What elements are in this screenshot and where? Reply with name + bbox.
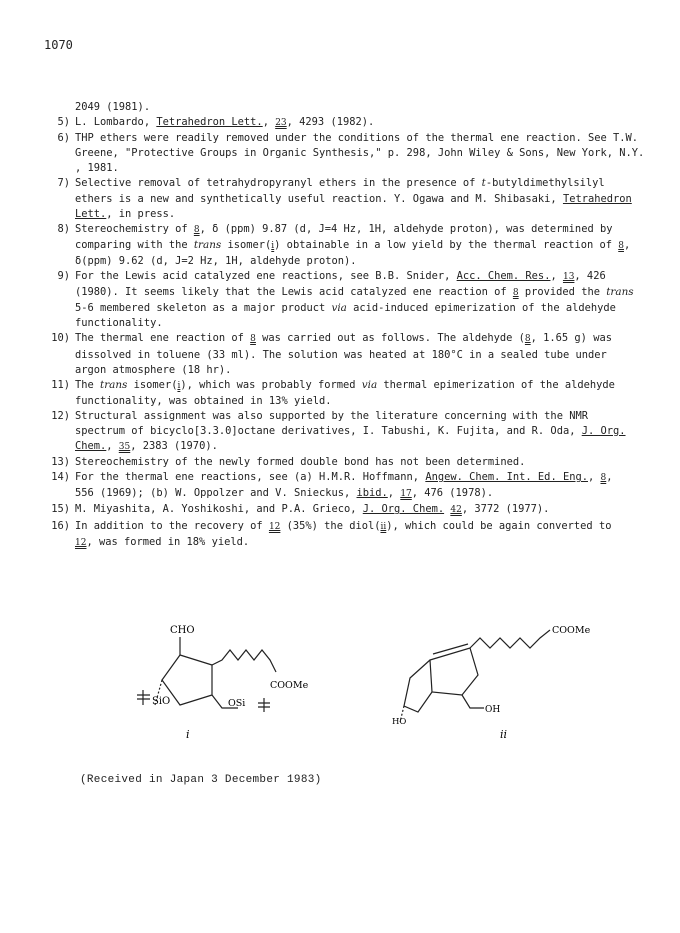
reference-text: Tetrahedron xyxy=(562,192,632,205)
reference-text: , in press. xyxy=(106,207,176,220)
reference-line xyxy=(75,535,646,551)
reference-line xyxy=(75,146,646,161)
reference-number: 10) xyxy=(51,332,70,345)
reference-text: , 426 xyxy=(574,270,606,283)
reference-text: , xyxy=(106,440,119,453)
reference-text: trans xyxy=(100,378,128,391)
reference-line xyxy=(75,100,646,115)
reference-line xyxy=(75,348,646,363)
reference-text: 5-6 membered skeleton as a major product xyxy=(75,302,332,315)
reference-line xyxy=(75,455,646,470)
reference-text: δ(ppm) 9.62 (d, J=2 Hz, 1H, aldehyde proton). xyxy=(75,254,357,267)
reference-text: The thermal ene reaction of xyxy=(75,332,251,345)
reference-number: 12) xyxy=(51,409,70,422)
reference-text: ii xyxy=(380,521,387,532)
compound-i-structure xyxy=(137,637,276,712)
reference-text: Acc. Chem. Res. xyxy=(456,270,551,283)
reference-line xyxy=(75,115,646,131)
reference-text: acid-induced epimerization of the aldehyde xyxy=(346,302,616,315)
coome-label-ii: COOMe xyxy=(552,625,591,636)
reference-line xyxy=(75,131,646,146)
reference-number: 14) xyxy=(51,471,70,484)
reference-number: 11) xyxy=(51,378,70,391)
reference-text: spectrum of bicyclo[3.3.0]octane derivatives, I. Tabushi, K. Fujita, and R. Oda, xyxy=(75,424,582,437)
reference-line xyxy=(75,363,646,378)
reference-line xyxy=(75,519,646,535)
reference-text: , 1.65 g) was xyxy=(530,332,612,345)
reference-item xyxy=(46,269,646,331)
reference-text: , xyxy=(550,270,563,283)
reference-text: dissolved in toluene (33 ml). The solution was heated at 180°C in a sealed tube under xyxy=(75,348,607,361)
reference-text: , 2383 (1970). xyxy=(130,440,218,453)
reference-item xyxy=(46,455,646,470)
reference-line xyxy=(75,331,646,347)
reference-number: 15) xyxy=(51,503,70,516)
reference-text: ibid. xyxy=(356,487,388,500)
reference-line xyxy=(75,316,646,331)
reference-item xyxy=(46,331,646,377)
reference-text: 12 xyxy=(268,521,281,532)
reference-text: 8 xyxy=(193,224,200,235)
reference-text: t xyxy=(481,177,486,190)
reference-text: Lett. xyxy=(75,207,107,220)
reference-text: (1980). It seems likely that the Lewis acid catalyzed ene reaction of xyxy=(75,286,513,299)
reference-text: ) obtainable in a low yield by the thermal reaction of xyxy=(274,238,619,251)
reference-text: 17 xyxy=(400,489,412,500)
reference-text: Tetrahedron Lett. xyxy=(156,116,263,129)
cho-label: CHO xyxy=(170,625,195,636)
reference-text: THP ethers were readily removed under the conditions of the thermal ene reaction. See T.W. xyxy=(75,132,639,145)
reference-text: , δ (ppm) 9.87 (d, J=4 Hz, 1H, aldehyde proton), was determined by xyxy=(199,222,613,235)
reference-text: Stereochemistry of the newly formed double bond has not been determined. xyxy=(75,456,526,469)
reference-item xyxy=(46,100,646,115)
reference-line xyxy=(75,207,646,222)
reference-number: 13) xyxy=(51,456,70,469)
reference-text: functionality. xyxy=(75,317,163,330)
reference-text: Chem. xyxy=(75,440,107,453)
reference-text: 2049 (1981). xyxy=(75,101,151,113)
reference-item xyxy=(46,409,646,455)
reference-text: 12 xyxy=(75,537,87,548)
received-date: (Received in Japan 3 December 1983) xyxy=(80,774,322,786)
reference-text: 556 (1969); (b) W. Oppolzer and V. Snieckus, xyxy=(75,487,357,500)
reference-number: 7) xyxy=(57,177,70,190)
reference-number: 16) xyxy=(51,519,70,532)
reference-text: 8 xyxy=(618,240,624,251)
reference-item xyxy=(46,502,646,518)
reference-line xyxy=(75,424,646,439)
reference-text: was carried out as follows. The aldehyde ( xyxy=(255,332,525,345)
reference-line xyxy=(75,269,646,285)
reference-text: , 3772 (1977). xyxy=(461,503,550,516)
reference-text: argon atmosphere (18 hr). xyxy=(75,363,232,376)
reference-text: , xyxy=(387,487,401,500)
reference-text: provided the xyxy=(518,286,607,299)
reference-line xyxy=(75,301,646,316)
reference-text: -butyldimethylsilyl xyxy=(485,177,605,190)
reference-line xyxy=(75,502,646,518)
reference-text: via xyxy=(331,302,347,315)
coome-label-i: COOMe xyxy=(270,680,309,691)
reference-text: comparing with the xyxy=(75,238,194,251)
reference-line xyxy=(75,439,646,455)
reference-line xyxy=(75,470,646,486)
reference-text: In addition to the recovery of xyxy=(75,519,269,532)
reference-item xyxy=(46,378,646,409)
compound-label-i: i xyxy=(186,728,190,741)
reference-text: ), which could be again converted to xyxy=(386,519,612,532)
sio-label: SiO xyxy=(152,696,171,707)
reference-text: 35 xyxy=(118,442,131,453)
reference-text: ), which was probably formed xyxy=(180,378,362,391)
reference-text: i xyxy=(271,240,275,251)
reference-number: 5) xyxy=(57,116,70,129)
reference-text: trans xyxy=(606,286,634,299)
reference-text: The xyxy=(75,378,101,391)
compound-ii-structure xyxy=(400,630,550,722)
reference-text: , 476 (1978). xyxy=(411,487,494,500)
reference-number: 8) xyxy=(57,222,70,235)
reference-text: For the thermal ene reactions, see (a) H.M.R. Hoffmann, xyxy=(75,471,426,484)
reference-number: 9) xyxy=(57,270,70,283)
reference-text: 8 xyxy=(250,334,256,345)
reference-line xyxy=(75,409,646,424)
reference-text: (35%) the diol( xyxy=(280,519,381,532)
reference-text: 23 xyxy=(275,118,287,129)
reference-list xyxy=(46,100,646,551)
reference-item xyxy=(46,176,646,221)
reference-text: , xyxy=(587,471,601,484)
reference-item xyxy=(46,519,646,551)
reference-line xyxy=(75,285,646,301)
reference-text: M. Miyashita, A. Yoshikoshi, and P.A. Grieco, xyxy=(75,503,363,516)
page-number: 1070 xyxy=(44,38,73,52)
reference-text: For the Lewis acid catalyzed ene reactions, see B.B. Snider, xyxy=(75,270,457,283)
reference-text: L. Lombardo, xyxy=(75,116,157,129)
reference-line xyxy=(75,486,646,502)
reference-text: 42 xyxy=(450,505,462,516)
oh-label: OH xyxy=(485,705,501,715)
reference-text: via xyxy=(361,378,378,391)
reference-text: 13 xyxy=(562,272,575,283)
reference-text: Selective removal of tetrahydropyranyl ethers in the presence of xyxy=(75,177,482,190)
reference-text: Structural assignment was also supported by the literature concerning with the NMR xyxy=(75,409,588,422)
reference-text: i xyxy=(177,380,181,391)
reference-text: 8 xyxy=(512,288,519,299)
reference-text: , xyxy=(623,238,631,251)
reference-text: isomer( xyxy=(221,238,272,251)
reference-text: , was formed in 18% yield. xyxy=(86,535,250,548)
reference-text: Greene, "Protective Groups in Organic Synthesis," p. 298, John Wiley & Sons, New York, N.Y. xyxy=(75,147,645,160)
reference-number: 6) xyxy=(57,132,70,145)
reference-line xyxy=(75,378,646,394)
reference-item xyxy=(46,131,646,176)
reference-text: , 4293 (1982). xyxy=(286,116,375,129)
reference-text: 8 xyxy=(524,334,531,345)
reference-text: ethers is a new and synthetically useful reaction. Y. Ogawa and M. Shibasaki, xyxy=(75,192,563,205)
reference-text: functionality, was obtained in 13% yield. xyxy=(75,394,332,407)
reference-text: thermal epimerization of the aldehyde xyxy=(377,378,615,391)
reference-line xyxy=(75,254,646,269)
reference-line xyxy=(75,222,646,238)
reference-line xyxy=(75,192,646,207)
reference-line xyxy=(75,394,646,409)
reference-item xyxy=(46,470,646,502)
reference-text: , xyxy=(606,471,613,484)
ho-label: HO xyxy=(392,717,407,727)
reference-text: , 1981. xyxy=(75,162,119,175)
compound-label-ii: ii xyxy=(500,728,508,741)
reference-text: J. Org. Chem. xyxy=(362,503,445,516)
reference-item xyxy=(46,222,646,269)
reference-text: Stereochemistry of xyxy=(75,222,194,235)
reference-item xyxy=(46,115,646,131)
reference-text: J. Org. xyxy=(581,424,626,437)
reference-text: isomer( xyxy=(127,378,178,391)
osi-label: OSi xyxy=(228,698,246,709)
reference-line xyxy=(75,176,646,191)
reference-text: Angew. Chem. Int. Ed. Eng. xyxy=(425,471,588,484)
reference-line xyxy=(75,161,646,176)
reference-text: trans xyxy=(193,238,222,251)
reference-text: , xyxy=(262,116,276,129)
reference-text: 8 xyxy=(600,473,607,484)
reference-line xyxy=(75,238,646,254)
